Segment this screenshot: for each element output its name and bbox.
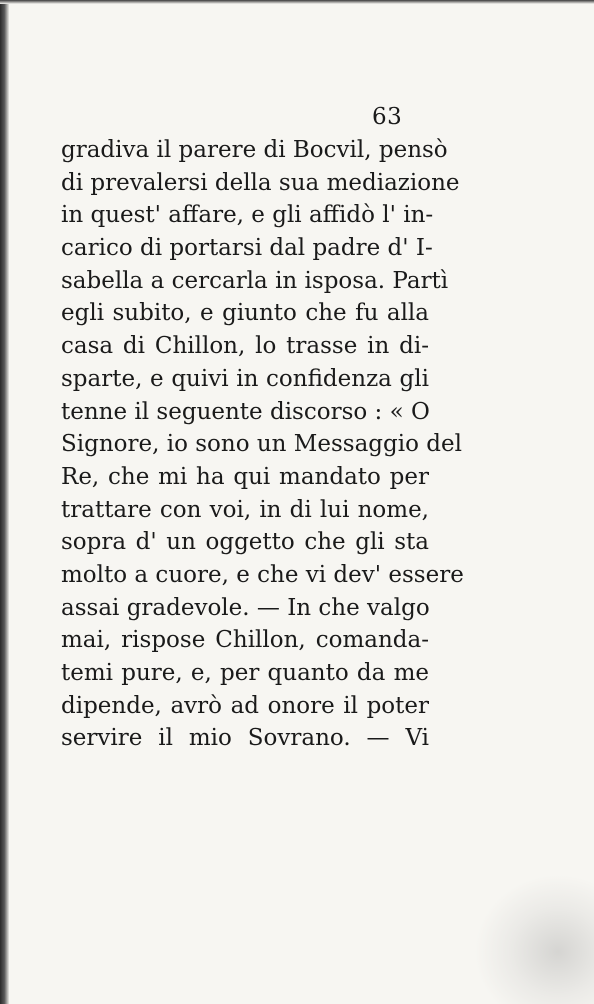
text-line: mai, rispose Chillon, comanda- — [61, 627, 429, 654]
text-line: molto a cuore, e che vi dev' essere — [61, 561, 464, 588]
text-line: tenne il seguente discorso : « O — [61, 398, 430, 425]
page-binding-shadow — [0, 0, 9, 1004]
text-line: carico di portarsi dal padre d' I- — [61, 235, 433, 262]
text-line: Re, che mi ha qui mandato per — [61, 463, 429, 490]
paper-stain — [474, 874, 594, 1004]
text-line: assai gradevole. — In che valgo — [61, 594, 430, 621]
text-line: dipende, avrò ad onore il poter — [61, 692, 429, 719]
text-line: di prevalersi della sua mediazione — [61, 169, 460, 196]
text-line: gradiva il parere di Bocvil, pensò — [61, 137, 448, 163]
text-line: egli subito, e giunto che fu alla — [61, 300, 429, 327]
text-line: casa di Chillon, lo trasse in di- — [61, 333, 429, 360]
text-line: trattare con voi, in di lui nome, — [61, 496, 429, 523]
text-line: temi pure, e, per quanto da me — [61, 660, 429, 686]
text-line: sparte, e quivi in confidenza gli — [61, 365, 429, 392]
text-line: sabella a cercarla in isposa. Partì — [61, 267, 449, 294]
text-line: Signore, io sono un Messaggio del — [61, 431, 462, 458]
text-line: sopra d' un oggetto che gli sta — [61, 529, 429, 556]
page-number: 63 — [372, 104, 403, 130]
body-text — [61, 134, 464, 755]
text-line: servire il mio Sovrano. — Vi — [61, 725, 429, 752]
text-line: in quest' affare, e gli affidò l' in- — [61, 202, 434, 229]
page-top-edge — [0, 0, 594, 4]
